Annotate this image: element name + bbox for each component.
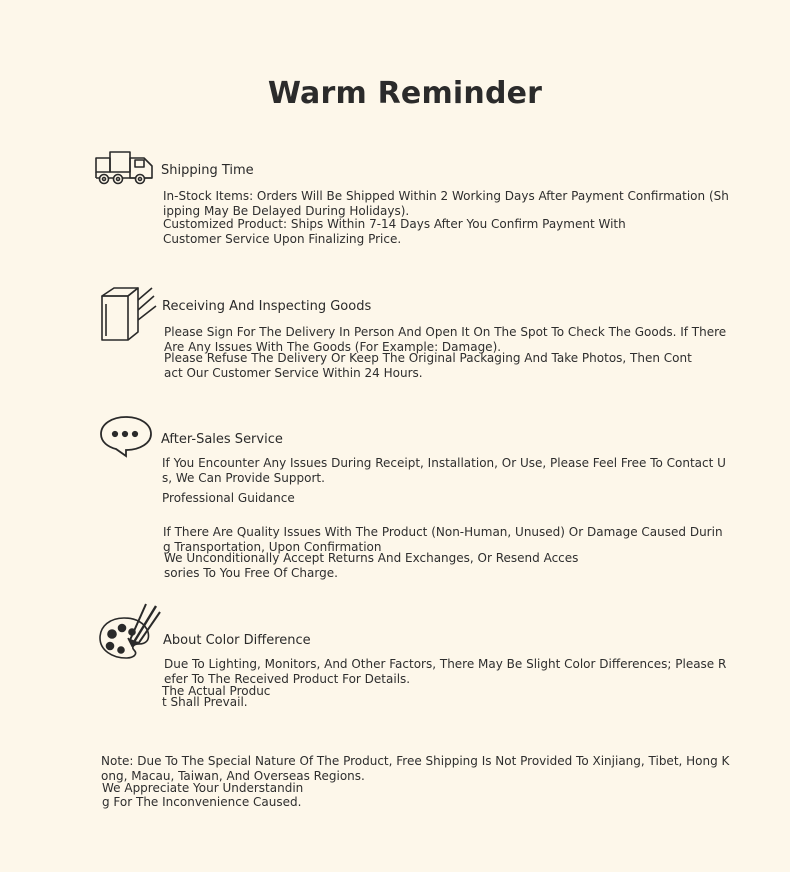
page-title: Warm Reminder (267, 76, 543, 111)
aftersales-guidance-text: Professional Guidance (162, 491, 295, 505)
chat-bubble-icon (98, 414, 154, 458)
shipping-instock-text: In-Stock Items: Orders Will Be Shipped Within 2 Working Days After Payment Confirmation (Sh ipping May Be Delayed During Holidays). (163, 189, 729, 218)
shipping-customized-text: Customized Product: Ships Within 7-14 Days After You Confirm Payment With Customer Service Upon Finalizing Price. (163, 217, 626, 246)
color-prevail-text: The Actual Produc t Shall Prevail. (162, 684, 271, 709)
color-difference-text: Due To Lighting, Monitors, And Other Factors, There May Be Slight Color Differences; Please R efer To The Received Product For Details. (164, 657, 727, 686)
color-heading: About Color Difference (163, 633, 311, 648)
aftersales-contact-text: If You Encounter Any Issues During Receipt, Installation, Or Use, Please Feel Free To Contact U s, We Can Provide Support. (162, 456, 726, 485)
receiving-refuse-text: Please Refuse The Delivery Or Keep The Original Packaging And Take Photos, Then Cont act Our Customer Service Within 24 Hours. (164, 351, 692, 380)
receiving-inspect-text: Please Sign For The Delivery In Person And Open It On The Spot To Check The Goods. If There Are Any Issues With The Goods (For Example: Damage). (164, 325, 727, 354)
paint-palette-icon (98, 602, 162, 662)
package-box-icon (98, 286, 162, 348)
note-shipping-text: Note: Due To The Special Nature Of The Product, Free Shipping Is Not Provided To Xinjiang, Tibet, Hong K ong, Macau, Taiwan, And Overseas Regions. (101, 754, 730, 783)
shipping-heading: Shipping Time (161, 163, 254, 178)
aftersales-heading: After-Sales Service (161, 432, 283, 447)
truck-icon (94, 148, 156, 188)
aftersales-returns-text: We Unconditionally Accept Returns And Exchanges, Or Resend Acces sories To You Free Of Charge. (164, 551, 579, 580)
receiving-heading: Receiving And Inspecting Goods (162, 299, 372, 314)
note-appreciation-text: We Appreciate Your Understandin g For The Inconvenience Caused. (102, 781, 304, 809)
aftersales-quality-text: If There Are Quality Issues With The Product (Non-Human, Unused) Or Damage Caused Durin g Transportation, Upon Confirmation (163, 525, 723, 554)
